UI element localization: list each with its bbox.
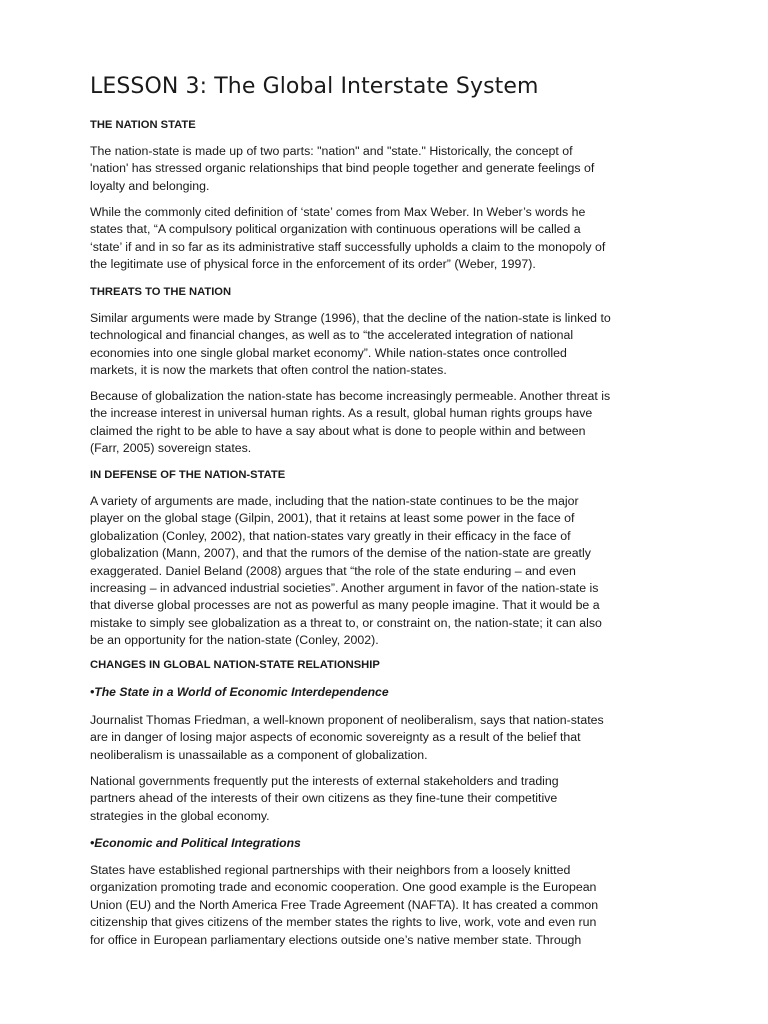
paragraph-globalization-permeable: Because of globalization the nation-state has become increasingly permeable. Another threat is the increase interest in universal human rights. As a result, global human rights groups have claimed the right to be able to have a say about what is done to people within and between (Farr, 2005) sovereign states. (90, 389, 611, 456)
paragraph-nation-state-definition: The nation-state is made up of two parts: "nation" and "state." Historically, the concept of 'nation' has stressed organic relationships that bind people together and generate feelings of loyalty and belonging. (90, 144, 595, 193)
page-title: LESSON 3: The Global Interstate System (90, 74, 539, 99)
paragraph-defense-arguments: A variety of arguments are made, including that the nation-state continues to be the major player on the global stage (Gilpin, 2001), that it retains at least some power in the face of globalization (Conley, 2002), that nation-states vary greatly in their efficacy in the face of globalization (Mann, 2007), and that the rumors of the demise of the nation-state are greatly exaggerated. Daniel Beland (2008) argues that “the role of the state enduring – and even increasing – in advanced industrial societies”. Another argument in favor of the nation-state is that diverse global processes are not as powerful as many people imagine. That it would be a mistake to simply see globalization as a threat to, or constraint on, the nation-state; it can also be an opportunity for the nation-state (Conley, 2002). (90, 494, 602, 648)
section-heading-threats: THREATS TO THE NATION (90, 286, 232, 298)
paragraph-strange-arguments: Similar arguments were made by Strange (1996), that the decline of the nation-state is linked to technological and financial changes, as well as to “the accelerated integration of national economies into one single global market economy”. While nation-states once controlled markets, it is now the markets that often control the nation-states. (90, 311, 611, 378)
section-heading-changes: CHANGES IN GLOBAL NATION-STATE RELATIONSHIP (90, 659, 380, 671)
paragraph-friedman: Journalist Thomas Friedman, a well-known proponent of neoliberalism, says that nation-states are in danger of losing major aspects of economic sovereignty as a result of the belief that neoliberalism is unassailable as a component of globalization. (90, 713, 604, 762)
paragraph-weber-definition: While the commonly cited definition of ‘state’ comes from Max Weber. In Weber’s words he states that, “A compulsory political organization with continuous operations will be called a ‘state’ if and in so far as its administrative staff successfully upholds a claim to the monopoly of the legitimate use of physical force in the enforcement of its order” (Weber, 1997). (90, 205, 606, 272)
section-heading-defense: IN DEFENSE OF THE NATION-STATE (90, 469, 286, 481)
subheading-economic-interdependence: •The State in a World of Economic Interdependence (90, 685, 389, 699)
subheading-economic-political-integrations: •Economic and Political Integrations (90, 836, 301, 850)
paragraph-national-governments: National governments frequently put the interests of external stakeholders and trading partners ahead of the interests of their own citizens as they fine-tune their competitive strategies in the global economy. (90, 774, 559, 823)
section-heading-nation-state: THE NATION STATE (90, 119, 196, 131)
paragraph-regional-partnerships: States have established regional partnerships with their neighbors from a loosely knitted organization promoting trade and economic cooperation. One good example is the European Union (EU) and the North America Free Trade Agreement (NAFTA). It has created a common citizenship that gives citizens of the member states the rights to live, work, vote and even run for office in European parliamentary elections outside one’s native member state. Through (90, 863, 599, 947)
